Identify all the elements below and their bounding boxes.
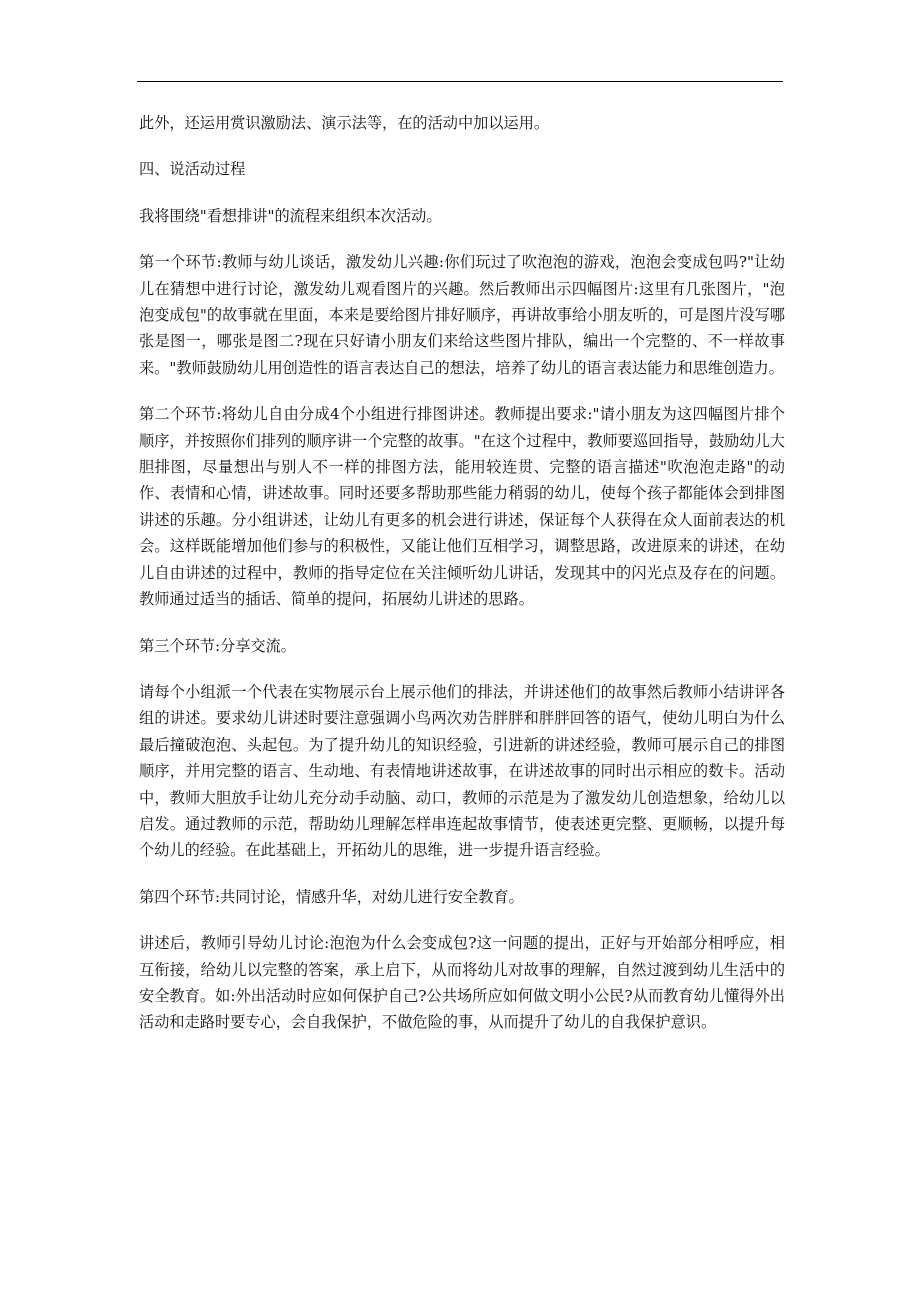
heading-step-four: 第四个环节:共同讨论，情感升华，对幼儿进行安全教育。 [139,887,524,906]
section-heading-activity-process: 四、说活动过程 [139,160,246,179]
document-body [139,110,785,1056]
paragraph-methods: 此外，还运用赏识激励法、演示法等，在的活动中加以运用。 [139,114,550,132]
heading-step-three: 第三个环节:分享交流。 [139,636,296,655]
paragraph-step-three: 请每个小组派一个代表在实物展示台上展示他们的排法，并讲述他们的故事然后教师小结讲评各组的讲述。要求幼儿讲述时要注意强调小鸟两次劝告胖胖和胖胖回答的语气，使幼儿明白为什么最后撞破泡泡、头起包。为了提升幼儿的知识经验，引进新的讲述经验，教师可展示自己的排图顺序，并用完整的语言、生动地、有表情地讲述故事，在讲述故事的同时出示相应的数卡。活动中，教师大胆放手让幼儿充分动手动脑、动口，教师的示范是为了激发幼儿创造想象，给幼儿以启发。通过教师的示范，帮助幼儿理解怎样串连起故事情节，使表述更完整、更顺畅，以提升每个幼儿的经验。在此基础上，开拓幼儿的思维，进一步提升语言经验。 [139,682,785,860]
header-rule [137,81,783,82]
paragraph-flow-intro: 我将围绕"看想排讲"的流程来组织本次活动。 [139,206,442,225]
paragraph-step-four: 讲述后，教师引导幼儿讨论:泡泡为什么会变成包?这一问题的提出，正好与开始部分相呼应，相互衔接，给幼儿以完整的答案，承上启下，从而将幼儿对故事的理解，自然过渡到幼儿生活中的安全教育。如:外出活动时应如何保护自己?公共场所应如何做文明小公民?从而教育幼儿懂得外出活动和走路时要专心，会自我保护，不做危险的事，从而提升了幼儿的自我保护意识。 [139,934,785,1032]
paragraph-step-one: 第一个环节:教师与幼儿谈话，激发幼儿兴趣:你们玩过了吹泡泡的游戏，泡泡会变成包吗?"让幼儿在猜想中进行讨论，激发幼儿观看图片的兴趣。然后教师出示四幅图片:这里有几张图片，"泡泡变成包"的故事就在里面，本来是要给图片排好顺序，再讲故事给小朋友听的，可是图片没写哪张是图一，哪张是图二?现在只好请小朋友们来给这些图片排队，编出一个完整的、不一样故事来。"教师鼓励幼儿用创造性的语言表达自己的想法，培养了幼儿的语言表达能力和思维创造力。 [139,253,785,377]
paragraph-step-two: 第二个环节:将幼儿自由分成4个小组进行排图讲述。教师提出要求:"请小朋友为这四幅图片排个顺序，并按照你们排列的顺序讲一个完整的故事。"在这个过程中，教师要巡回指导，鼓励幼儿大胆排图，尽量想出与别人不一样的排图方法，能用较连贯、完整的语言描述"吹泡泡走路"的动作、表情和心情，讲述故事。同时还要多帮助那些能力稍弱的幼儿，使每个孩子都能体会到排图讲述的乐趣。分小组讲述，让幼儿有更多的机会进行讲述，保证每个人获得在众人面前表达的机会。这样既能增加他们参与的积极性，又能让他们互相学习，调整思路，改进原来的讲述，在幼儿自由讲述的过程中，教师的指导定位在关注倾听幼儿讲话，发现其中的闪光点及存在的问题。教师通过适当的插话、简单的提问，拓展幼儿讲述的思路。 [139,405,785,609]
